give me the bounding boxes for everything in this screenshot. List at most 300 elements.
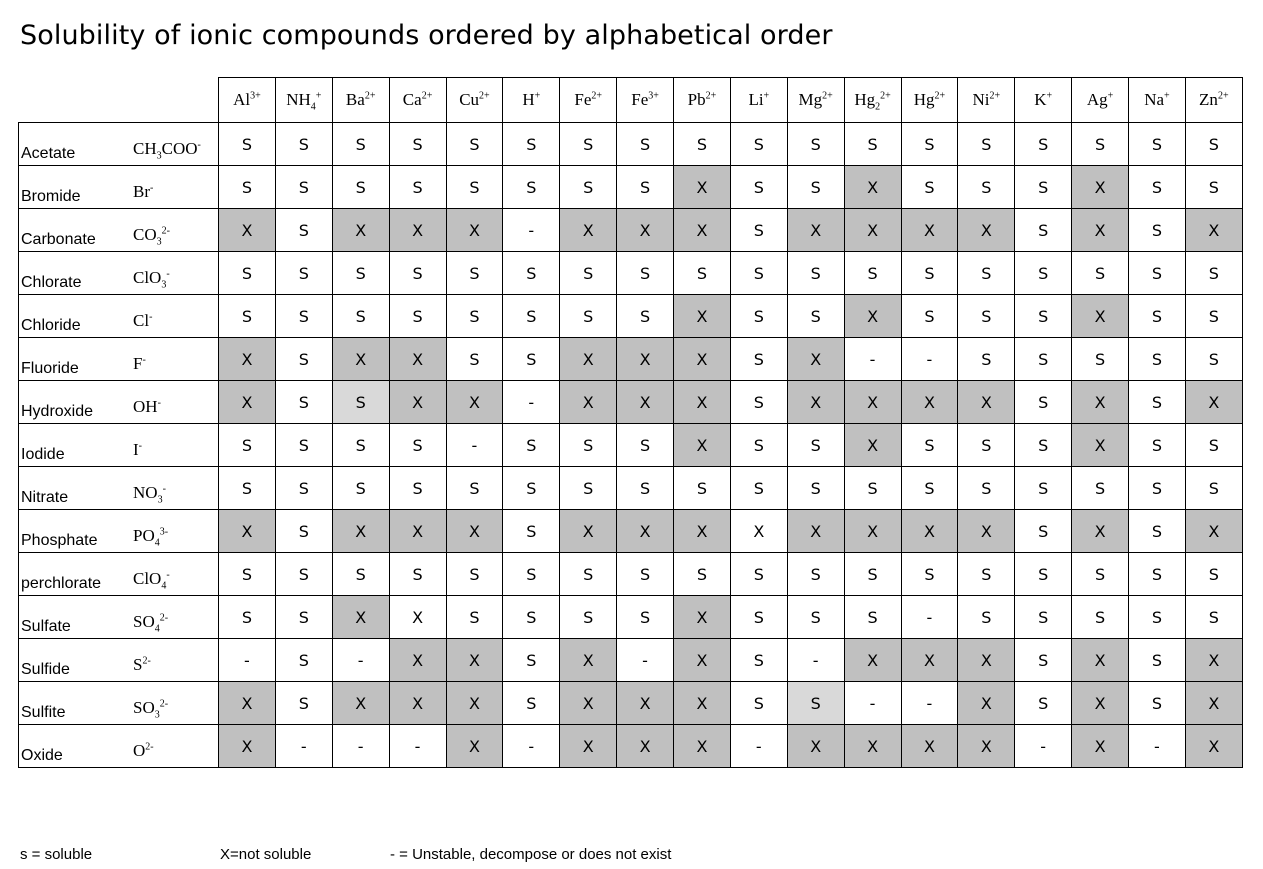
solubility-cell: X xyxy=(674,682,731,725)
cation-charge: 2+ xyxy=(479,90,490,102)
solubility-cell: X xyxy=(219,338,276,381)
solubility-cell: S xyxy=(958,166,1015,209)
solubility-cell: S xyxy=(1015,639,1072,682)
solubility-cell: S xyxy=(446,338,503,381)
formula-subscript: 4 xyxy=(154,537,160,549)
solubility-cell: X xyxy=(617,338,674,381)
anion-name: Sulfide xyxy=(21,661,70,678)
page-title: Solubility of ionic compounds ordered by alphabetical order xyxy=(20,20,833,51)
solubility-cell: X xyxy=(617,725,674,768)
solubility-cell: X xyxy=(787,381,844,424)
solubility-cell: S xyxy=(1129,252,1186,295)
solubility-cell: - xyxy=(332,639,389,682)
cation-charge: 3+ xyxy=(648,90,659,102)
anion-label-cell xyxy=(19,166,219,209)
solubility-cell: S xyxy=(787,467,844,510)
cation-subscript: 4 xyxy=(310,101,316,113)
solubility-cell: S xyxy=(1129,424,1186,467)
solubility-cell: S xyxy=(275,510,332,553)
anion-row xyxy=(19,424,1243,467)
solubility-cell: X xyxy=(674,424,731,467)
solubility-cell: S xyxy=(1129,639,1186,682)
solubility-cell: X xyxy=(446,725,503,768)
formula-subscript: 4 xyxy=(161,580,167,592)
solubility-cell: X xyxy=(1072,682,1129,725)
anion-name: Nitrate xyxy=(21,489,69,506)
solubility-cell: X xyxy=(446,381,503,424)
solubility-cell: S xyxy=(730,338,787,381)
solubility-cell: S xyxy=(901,424,958,467)
solubility-cell: - xyxy=(503,725,560,768)
cation-symbol: Ca xyxy=(402,90,422,109)
solubility-cell: S xyxy=(389,467,446,510)
anion-name: perchlorate xyxy=(21,575,102,592)
solubility-cell: S xyxy=(1185,252,1242,295)
anion-name: Sulfite xyxy=(21,704,66,721)
solubility-cell: S xyxy=(674,252,731,295)
solubility-cell: X xyxy=(446,682,503,725)
solubility-cell: - xyxy=(617,639,674,682)
anion-row xyxy=(19,510,1243,553)
solubility-cell: S xyxy=(730,424,787,467)
solubility-cell: X xyxy=(1185,639,1242,682)
formula-base: O xyxy=(133,741,146,760)
formula-subscript: 4 xyxy=(154,623,160,635)
solubility-cell: S xyxy=(901,123,958,166)
formula-charge: - xyxy=(150,182,154,194)
solubility-cell: X xyxy=(219,209,276,252)
solubility-cell: X xyxy=(560,510,617,553)
cation-header xyxy=(730,78,787,123)
solubility-cell: X xyxy=(958,639,1015,682)
anion-row xyxy=(19,467,1243,510)
solubility-cell: X xyxy=(1185,725,1242,768)
solubility-cell: S xyxy=(1129,467,1186,510)
solubility-cell: S xyxy=(958,467,1015,510)
cation-charge: + xyxy=(1046,90,1053,102)
formula-subscript: 3 xyxy=(157,494,163,506)
solubility-cell: S xyxy=(389,295,446,338)
solubility-cell: S xyxy=(1129,123,1186,166)
solubility-cell: X xyxy=(844,639,901,682)
solubility-cell: S xyxy=(1015,553,1072,596)
anion-formula xyxy=(133,139,201,162)
solubility-cell: S xyxy=(958,553,1015,596)
anion-row xyxy=(19,553,1243,596)
solubility-cell: X xyxy=(389,682,446,725)
solubility-cell: X xyxy=(674,725,731,768)
solubility-cell: S xyxy=(560,553,617,596)
solubility-cell: S xyxy=(389,252,446,295)
solubility-cell: X xyxy=(1072,424,1129,467)
cation-symbol: NH xyxy=(286,90,311,109)
formula-charge: - xyxy=(166,569,170,581)
solubility-cell: X xyxy=(674,209,731,252)
solubility-cell: S xyxy=(844,467,901,510)
cation-header xyxy=(446,78,503,123)
solubility-cell: X xyxy=(389,639,446,682)
formula-subscript: 3 xyxy=(154,709,160,721)
solubility-cell: S xyxy=(503,123,560,166)
solubility-cell: S xyxy=(1072,123,1129,166)
solubility-cell: S xyxy=(674,467,731,510)
anion-formula xyxy=(133,182,153,202)
cation-header xyxy=(1072,78,1129,123)
solubility-cell: X xyxy=(901,209,958,252)
solubility-cell: X xyxy=(844,166,901,209)
solubility-cell: X xyxy=(1072,166,1129,209)
cation-charge: + xyxy=(534,90,541,102)
anion-name: Acetate xyxy=(21,145,76,162)
solubility-cell: S xyxy=(560,123,617,166)
solubility-cell: S xyxy=(332,252,389,295)
cation-header-row xyxy=(19,78,1243,123)
formula-base: PO xyxy=(133,526,155,545)
anion-label-cell xyxy=(19,682,219,725)
solubility-cell: S xyxy=(787,424,844,467)
solubility-cell: S xyxy=(844,596,901,639)
solubility-cell: S xyxy=(275,209,332,252)
anion-formula xyxy=(133,741,154,761)
cation-charge: 3+ xyxy=(250,90,261,102)
cation-symbol: Al xyxy=(233,90,251,109)
solubility-cell: S xyxy=(503,467,560,510)
cation-header xyxy=(560,78,617,123)
solubility-cell: S xyxy=(1185,123,1242,166)
solubility-cell: X xyxy=(332,510,389,553)
solubility-cell: X xyxy=(844,209,901,252)
solubility-cell: S xyxy=(389,123,446,166)
cation-symbol: Cu xyxy=(459,90,480,109)
solubility-cell: S xyxy=(617,424,674,467)
solubility-cell: S xyxy=(332,467,389,510)
solubility-cell: X xyxy=(617,510,674,553)
solubility-cell: S xyxy=(1129,682,1186,725)
cation-header xyxy=(389,78,446,123)
solubility-cell: S xyxy=(275,424,332,467)
solubility-cell: S xyxy=(503,510,560,553)
solubility-cell: S xyxy=(1015,467,1072,510)
solubility-cell: S xyxy=(219,252,276,295)
formula-charge: 3- xyxy=(159,526,169,538)
solubility-cell: S xyxy=(1015,295,1072,338)
cation-symbol: H xyxy=(522,90,535,109)
solubility-cell: S xyxy=(1015,123,1072,166)
solubility-cell: S xyxy=(275,166,332,209)
solubility-cell: S xyxy=(503,639,560,682)
solubility-cell: S xyxy=(1015,596,1072,639)
solubility-cell: S xyxy=(275,596,332,639)
cation-charge: + xyxy=(1164,90,1170,102)
solubility-cell: X xyxy=(901,639,958,682)
solubility-cell: S xyxy=(1185,295,1242,338)
solubility-cell: S xyxy=(1015,510,1072,553)
solubility-cell: X xyxy=(901,381,958,424)
formula-charge: - xyxy=(197,139,201,151)
anion-name: Hydroxide xyxy=(21,403,94,420)
cation-charge: + xyxy=(315,90,322,102)
anion-label-cell xyxy=(19,639,219,682)
solubility-cell: S xyxy=(617,166,674,209)
formula-base: I xyxy=(133,440,139,459)
formula-charge: 2- xyxy=(159,698,169,710)
anion-formula xyxy=(133,655,151,675)
solubility-cell: - xyxy=(901,338,958,381)
solubility-cell: S xyxy=(730,639,787,682)
cation-header xyxy=(674,78,731,123)
solubility-cell: S xyxy=(1185,338,1242,381)
formula-charge: 2- xyxy=(145,741,154,753)
solubility-cell: S xyxy=(1015,381,1072,424)
cation-header xyxy=(1015,78,1072,123)
solubility-cell: S xyxy=(617,295,674,338)
solubility-cell: S xyxy=(730,166,787,209)
solubility-cell: - xyxy=(844,682,901,725)
formula-charge: - xyxy=(157,397,161,409)
solubility-cell: S xyxy=(503,553,560,596)
anion-formula xyxy=(133,440,142,460)
solubility-cell: S xyxy=(1015,166,1072,209)
solubility-cell: - xyxy=(844,338,901,381)
solubility-cell: S xyxy=(674,123,731,166)
solubility-cell: S xyxy=(1015,338,1072,381)
formula-base: Cl xyxy=(133,311,150,330)
solubility-cell: X xyxy=(219,510,276,553)
solubility-cell: - xyxy=(787,639,844,682)
anion-label-cell xyxy=(19,338,219,381)
cation-charge: 2+ xyxy=(989,90,1001,102)
solubility-cell: S xyxy=(560,424,617,467)
anion-label-cell xyxy=(19,295,219,338)
solubility-cell: X xyxy=(1072,209,1129,252)
solubility-cell: S xyxy=(901,553,958,596)
solubility-cell: S xyxy=(219,166,276,209)
solubility-cell: S xyxy=(730,682,787,725)
solubility-cell: X xyxy=(219,682,276,725)
solubility-cell: X xyxy=(844,725,901,768)
solubility-cell: S xyxy=(219,467,276,510)
solubility-cell: S xyxy=(560,166,617,209)
solubility-cell: X xyxy=(332,682,389,725)
anion-name: Sulfate xyxy=(21,618,71,635)
solubility-cell: - xyxy=(901,682,958,725)
cation-symbol: Ag xyxy=(1086,90,1108,109)
formula-base: OH xyxy=(133,397,158,416)
solubility-cell: S xyxy=(1015,209,1072,252)
solubility-cell: S xyxy=(446,123,503,166)
cation-charge: 2+ xyxy=(705,90,717,102)
solubility-cell: X xyxy=(674,510,731,553)
solubility-cell: S xyxy=(730,252,787,295)
anion-formula xyxy=(133,526,169,549)
formula-subscript: 3 xyxy=(161,279,167,291)
solubility-cell: X xyxy=(844,295,901,338)
anion-formula xyxy=(133,612,169,635)
anion-label-cell xyxy=(19,725,219,768)
cation-header xyxy=(275,78,332,123)
solubility-cell: X xyxy=(1072,295,1129,338)
solubility-cell: X xyxy=(958,725,1015,768)
solubility-cell: X xyxy=(389,381,446,424)
legend-unstable: - = Unstable, decompose or does not exist xyxy=(390,846,672,863)
header-corner xyxy=(19,78,219,123)
cation-header xyxy=(1129,78,1186,123)
cation-symbol: Ni xyxy=(972,90,990,109)
formula-base: SO xyxy=(133,698,155,717)
formula-base: CO xyxy=(133,225,157,244)
cation-charge: 2+ xyxy=(822,90,833,102)
anion-row xyxy=(19,295,1243,338)
solubility-cell: S xyxy=(275,553,332,596)
solubility-cell: X xyxy=(901,510,958,553)
solubility-cell: X xyxy=(560,725,617,768)
solubility-cell: S xyxy=(332,381,389,424)
cation-charge: 2+ xyxy=(934,90,946,102)
formula-charge: - xyxy=(166,268,170,280)
anion-name: Iodide xyxy=(21,446,65,463)
cation-symbol: Fe xyxy=(631,90,649,109)
solubility-cell: S xyxy=(275,467,332,510)
solubility-cell: S xyxy=(219,553,276,596)
solubility-cell: S xyxy=(787,295,844,338)
anion-row xyxy=(19,252,1243,295)
solubility-cell: X xyxy=(674,639,731,682)
solubility-cell: S xyxy=(1015,682,1072,725)
solubility-cell: S xyxy=(1185,166,1242,209)
solubility-cell: S xyxy=(389,424,446,467)
solubility-cell: S xyxy=(560,467,617,510)
cation-symbol: Li xyxy=(748,90,764,109)
solubility-cell: X xyxy=(1185,209,1242,252)
solubility-cell: X xyxy=(674,596,731,639)
anion-label-cell xyxy=(19,123,219,166)
anion-label-cell xyxy=(19,553,219,596)
solubility-cell: X xyxy=(332,209,389,252)
formula-charge: 2- xyxy=(159,612,169,624)
solubility-cell: S xyxy=(1185,553,1242,596)
solubility-cell: S xyxy=(1129,209,1186,252)
solubility-cell: X xyxy=(787,510,844,553)
cation-symbol: K xyxy=(1034,90,1047,109)
anion-row xyxy=(19,639,1243,682)
solubility-cell: S xyxy=(560,252,617,295)
solubility-cell: S xyxy=(730,123,787,166)
solubility-cell: X xyxy=(332,596,389,639)
solubility-cell: S xyxy=(1129,338,1186,381)
solubility-cell: S xyxy=(219,424,276,467)
solubility-cell: S xyxy=(844,252,901,295)
solubility-cell: S xyxy=(503,424,560,467)
anion-label-cell xyxy=(19,596,219,639)
formula-charge: - xyxy=(162,483,166,495)
legend-not-soluble: X=not soluble xyxy=(220,846,312,863)
solubility-cell: S xyxy=(787,166,844,209)
solubility-cell: S xyxy=(730,381,787,424)
solubility-cell: X xyxy=(219,381,276,424)
solubility-cell: X xyxy=(332,338,389,381)
anion-label-cell xyxy=(19,381,219,424)
solubility-cell: S xyxy=(1072,596,1129,639)
solubility-cell: S xyxy=(332,123,389,166)
solubility-cell: X xyxy=(560,338,617,381)
formula-base: ClO xyxy=(133,268,162,287)
solubility-cell: S xyxy=(787,596,844,639)
formula-charge: 2- xyxy=(161,225,170,237)
solubility-cell: X xyxy=(389,596,446,639)
anion-formula xyxy=(133,354,146,374)
anion-row xyxy=(19,682,1243,725)
solubility-cell: S xyxy=(617,252,674,295)
anion-name: Chloride xyxy=(21,317,81,334)
formula-base: SO xyxy=(133,612,155,631)
solubility-cell: S xyxy=(332,553,389,596)
formula-charge: - xyxy=(149,311,153,323)
anion-label-cell xyxy=(19,467,219,510)
solubility-cell: X xyxy=(674,338,731,381)
cation-symbol: Hg xyxy=(913,90,935,109)
solubility-cell: S xyxy=(674,553,731,596)
cation-symbol: Hg xyxy=(854,90,876,109)
cation-symbol: Na xyxy=(1144,90,1165,109)
solubility-cell: - xyxy=(446,424,503,467)
solubility-cell: S xyxy=(275,295,332,338)
solubility-cell: S xyxy=(560,596,617,639)
solubility-cell: S xyxy=(1072,467,1129,510)
formula-base: F xyxy=(133,354,143,373)
solubility-cell: S xyxy=(730,467,787,510)
anion-row xyxy=(19,725,1243,768)
solubility-cell: S xyxy=(1129,553,1186,596)
formula-base: NO xyxy=(133,483,158,502)
solubility-cell: S xyxy=(446,295,503,338)
solubility-cell: X xyxy=(560,209,617,252)
solubility-cell: S xyxy=(617,553,674,596)
solubility-cell: X xyxy=(446,639,503,682)
formula-subscript: 3 xyxy=(156,236,162,248)
cation-charge: 2+ xyxy=(364,90,376,102)
solubility-cell: S xyxy=(560,295,617,338)
solubility-cell: X xyxy=(1072,510,1129,553)
solubility-cell: X xyxy=(560,381,617,424)
solubility-cell: X xyxy=(446,209,503,252)
cation-charge: + xyxy=(1107,90,1114,102)
cation-symbol: Ba xyxy=(345,90,365,109)
solubility-cell: X xyxy=(1185,381,1242,424)
solubility-cell: S xyxy=(958,338,1015,381)
cation-charge: 2+ xyxy=(591,90,602,102)
solubility-cell: X xyxy=(617,381,674,424)
solubility-cell: - xyxy=(389,725,446,768)
anion-name: Carbonate xyxy=(21,231,96,248)
solubility-cell: X xyxy=(844,510,901,553)
solubility-cell: S xyxy=(446,596,503,639)
solubility-cell: S xyxy=(958,295,1015,338)
anion-row xyxy=(19,166,1243,209)
solubility-cell: S xyxy=(275,123,332,166)
solubility-cell: X xyxy=(1185,682,1242,725)
solubility-cell: S xyxy=(332,424,389,467)
solubility-cell: S xyxy=(503,682,560,725)
solubility-cell: S xyxy=(617,467,674,510)
anion-label-cell xyxy=(19,510,219,553)
anion-label-cell xyxy=(19,209,219,252)
solubility-cell: S xyxy=(787,553,844,596)
cation-charge: 2+ xyxy=(880,90,891,102)
solubility-cell: S xyxy=(446,553,503,596)
solubility-cell: - xyxy=(503,209,560,252)
cation-header xyxy=(503,78,560,123)
formula-charge: - xyxy=(142,354,146,366)
